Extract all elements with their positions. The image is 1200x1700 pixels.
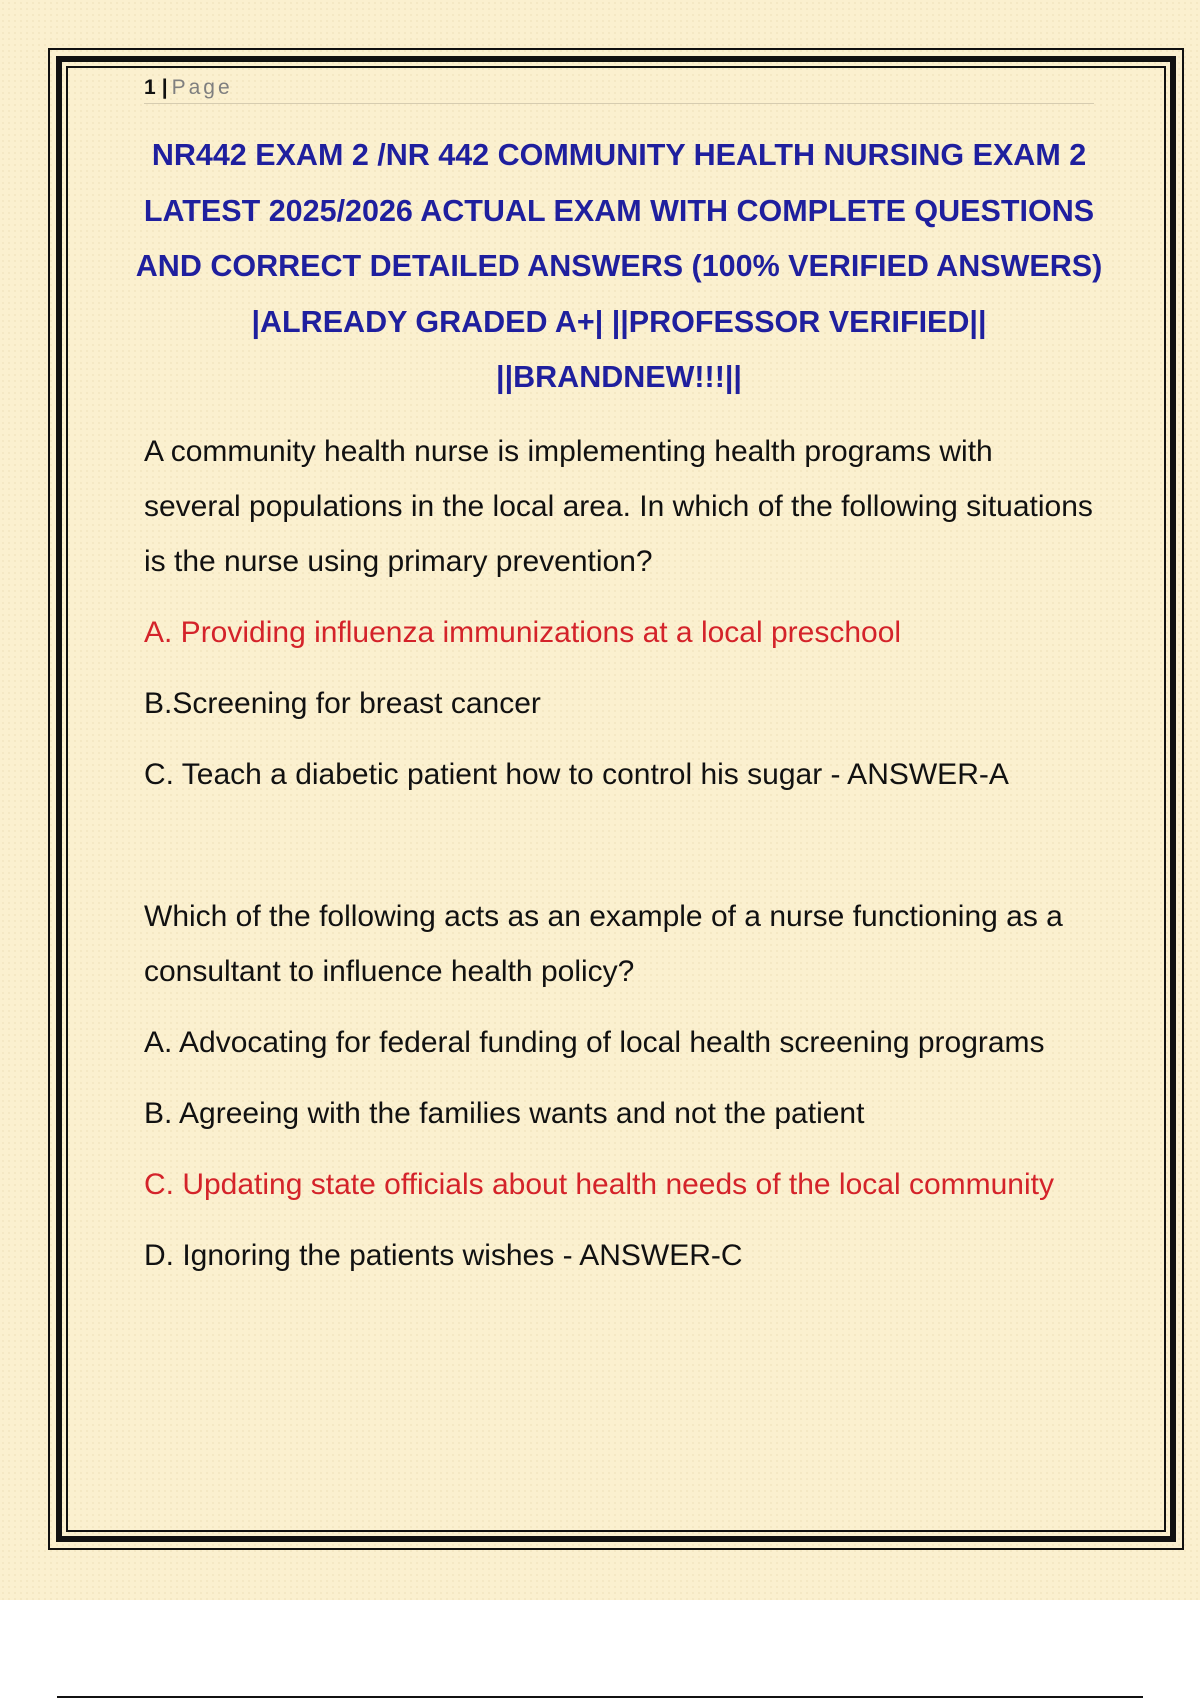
page-separator: | — [161, 76, 168, 99]
question-1-option-a: A. Providing influenza immunizations at a local preschool — [144, 615, 902, 649]
question-1-option-c: C. Teach a diabetic patient how to control his sugar - ANSWER-A — [144, 757, 1009, 791]
question-1-text: A community health nurse is implementing health programs with several populations in the local area. In which of the following situations is the nurse using primary prevention? — [144, 434, 1093, 578]
question-2-option-c: C. Updating state officials about health needs of the local community — [144, 1167, 1054, 1201]
page-header — [144, 72, 1094, 104]
question-2-option-d: D. Ignoring the patients wishes - ANSWER-C — [144, 1238, 743, 1272]
page-content — [135, 72, 1103, 1283]
next-page-top-rule — [57, 1696, 1143, 1698]
page-number: 1 — [144, 76, 156, 99]
page-label: Page — [171, 76, 233, 99]
question-1-option-b: B.Screening for breast cancer — [144, 686, 541, 720]
question-2-text: Which of the following acts as an example of a nurse functioning as a consultant to influence health policy? — [144, 899, 1063, 988]
question-2-option-a: A. Advocating for federal funding of local health screening programs — [144, 1025, 1045, 1059]
document-title: NR442 EXAM 2 /NR 442 COMMUNITY HEALTH NURSING EXAM 2 LATEST 2025/2026 ACTUAL EXAM WITH COMPLETE QUESTIONS AND CORRECT DETAILED ANSWERS (100% VERIFIED ANSWERS) |ALREADY GRADED A+| ||PROFESSOR VERIFIED|| ||BRANDNEW!!!|| — [135, 138, 1103, 394]
question-2-option-b: B. Agreeing with the families wants and not the patient — [144, 1096, 865, 1130]
